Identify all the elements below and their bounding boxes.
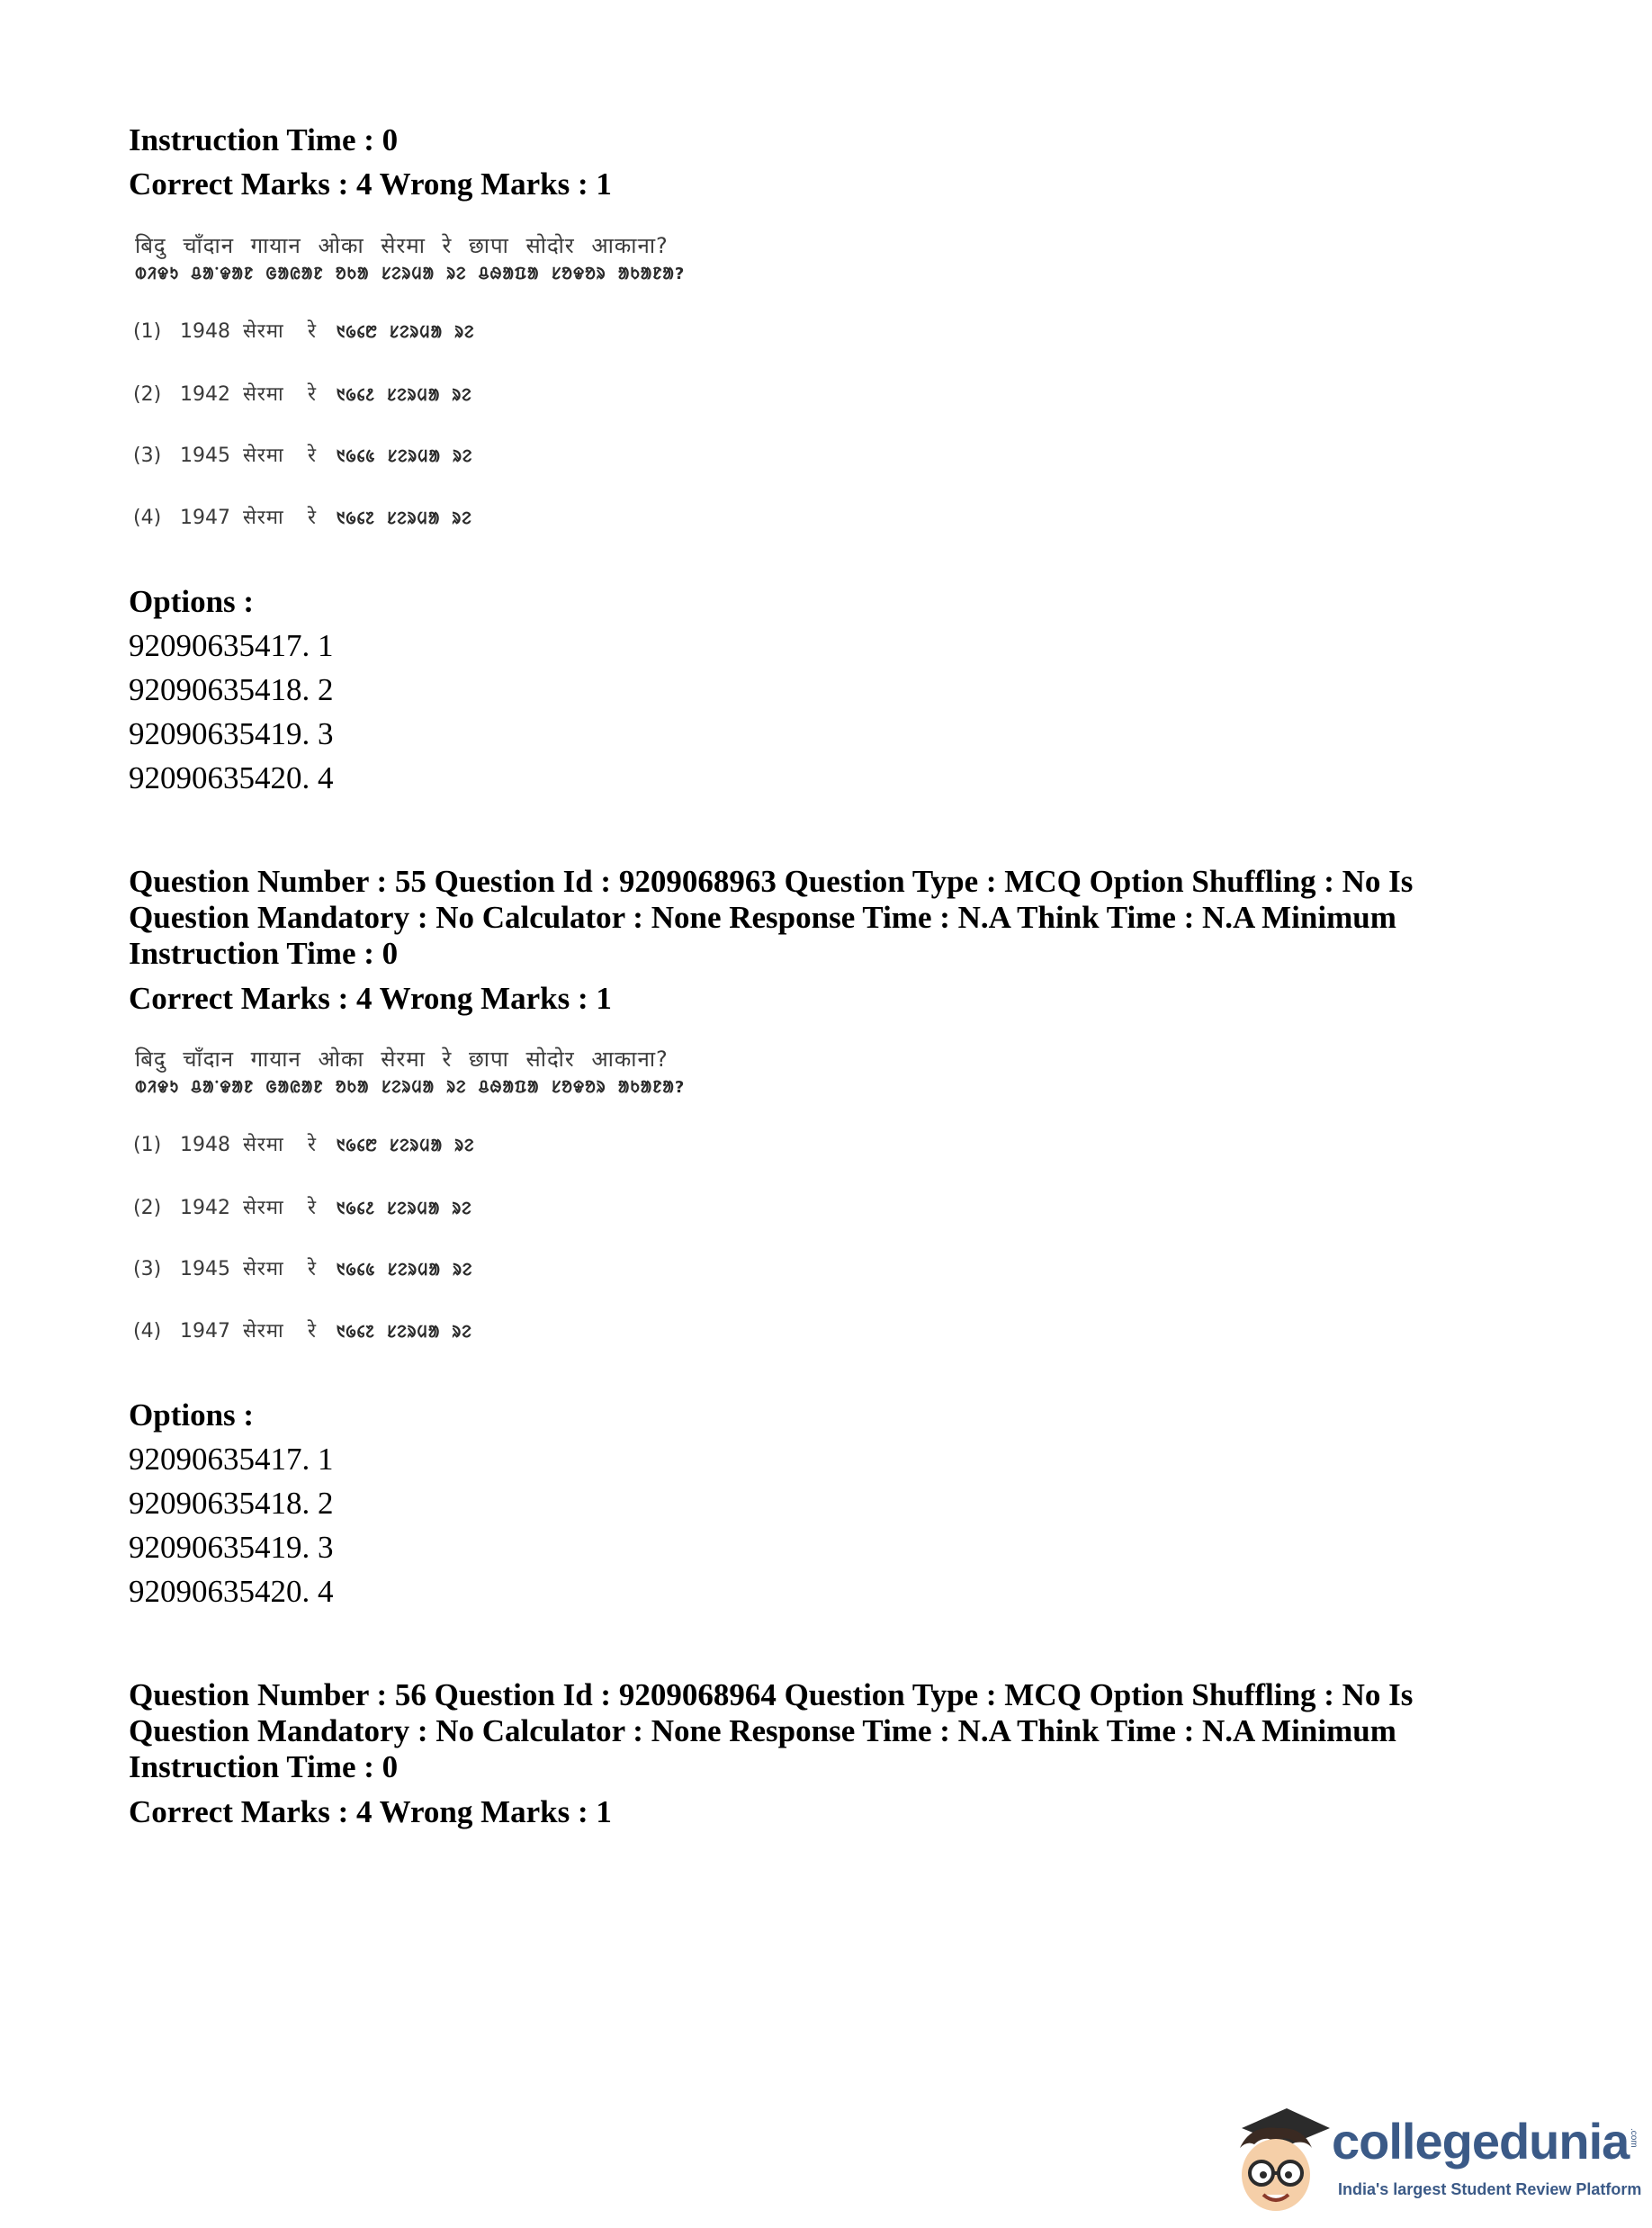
image-option: (4) 1947 सेरमा रे ᱑᱙᱔᱗ ᱥᱮᱨᱢᱟ ᱨᱮ [133, 1320, 472, 1343]
image-option: (2) 1942 सेरमा रे ᱑᱙᱔᱒ ᱥᱮᱨᱢᱟ ᱨᱮ [133, 1197, 472, 1219]
image-option: (1) 1948 सेरमा रे ᱑᱙᱔᱘ ᱥᱮᱨᱢᱟ ᱨᱮ [133, 1134, 475, 1156]
image-option: (4) 1947 सेरमा रे ᱑᱙᱔᱗ ᱥᱮᱨᱢᱟ ᱨᱮ [133, 507, 472, 529]
instruction-time: Instruction Time : 0 [129, 122, 399, 157]
image-option: (3) 1945 सेरमा रे ᱑᱙᱔᱕ ᱥᱮᱨᱢᱟ ᱨᱮ [133, 445, 473, 467]
logo-superscript: .com [1629, 2128, 1639, 2148]
marks-line: Correct Marks : 4 Wrong Marks : 1 [129, 981, 612, 1016]
option-item: 92090635420. 4 [129, 1574, 334, 1609]
question-stem-olchiki: ᱵᱤᱫᱩ ᱪᱟᱸᱫᱟᱱ ᱜᱟᱭᱟᱱ ᱚᱠᱟ ᱥᱮᱨᱢᱟ ᱨᱮ ᱪᱷᱟᱯᱟ ᱥᱚᱫᱚᱨ ᱟᱠᱟᱱᱟ? [135, 1078, 686, 1097]
option-item: 92090635418. 2 [129, 1486, 334, 1521]
option-item: 92090635419. 3 [129, 716, 334, 751]
image-option: (2) 1942 सेरमा रे ᱑᱙᱔᱒ ᱥᱮᱨᱢᱟ ᱨᱮ [133, 383, 472, 406]
option-item: 92090635417. 1 [129, 1442, 334, 1477]
collegedunia-logo [1224, 2101, 1647, 2218]
image-option: (3) 1945 सेरमा रे ᱑᱙᱔᱕ ᱥᱮᱨᱢᱟ ᱨᱮ [133, 1258, 473, 1280]
question-header: Question Number : 55 Question Id : 9209068963 Question Type : MCQ Option Shuffling : No Is Question Mandatory : No Calculator : None Response Time : N.A Think Time : N.A Minimum Instruction Time : 0 [129, 864, 1414, 971]
options-heading: Options : [129, 584, 255, 619]
logo-tagline: India's largest Student Review Platform [1338, 2180, 1642, 2198]
option-item: 92090635420. 4 [129, 760, 334, 795]
question-image [133, 230, 754, 545]
option-item: 92090635418. 2 [129, 672, 334, 707]
image-option: (1) 1948 सेरमा रे ᱑᱙᱔᱘ ᱥᱮᱨᱢᱟ ᱨᱮ [133, 320, 475, 343]
option-item: 92090635417. 1 [129, 628, 334, 663]
question-header: Question Number : 56 Question Id : 9209068964 Question Type : MCQ Option Shuffling : No Is Question Mandatory : No Calculator : None Response Time : N.A Think Time : N.A Minimum Instruction Time : 0 [129, 1677, 1414, 1784]
marks-line: Correct Marks : 4 Wrong Marks : 1 [129, 166, 612, 202]
mascot-icon [1224, 2101, 1332, 2218]
options-heading: Options : [129, 1397, 255, 1433]
marks-line: Correct Marks : 4 Wrong Marks : 1 [129, 1794, 612, 1829]
question-stem-hindi: बिदु चाँदान गायान ओका सेरमा रे छापा सोदोर आकाना? [135, 1047, 669, 1072]
question-stem-olchiki: ᱵᱤᱫᱩ ᱪᱟᱸᱫᱟᱱ ᱜᱟᱭᱟᱱ ᱚᱠᱟ ᱥᱮᱨᱢᱟ ᱨᱮ ᱪᱷᱟᱯᱟ ᱥᱚᱫᱚᱨ ᱟᱠᱟᱱᱟ? [135, 265, 686, 283]
question-stem-hindi: बिदु चाँदान गायान ओका सेरमा रे छापा सोदोर आकाना? [135, 233, 669, 258]
option-item: 92090635419. 3 [129, 1530, 334, 1565]
question-image [133, 1044, 754, 1359]
logo-wordmark: collegedunia [1332, 2113, 1630, 2170]
